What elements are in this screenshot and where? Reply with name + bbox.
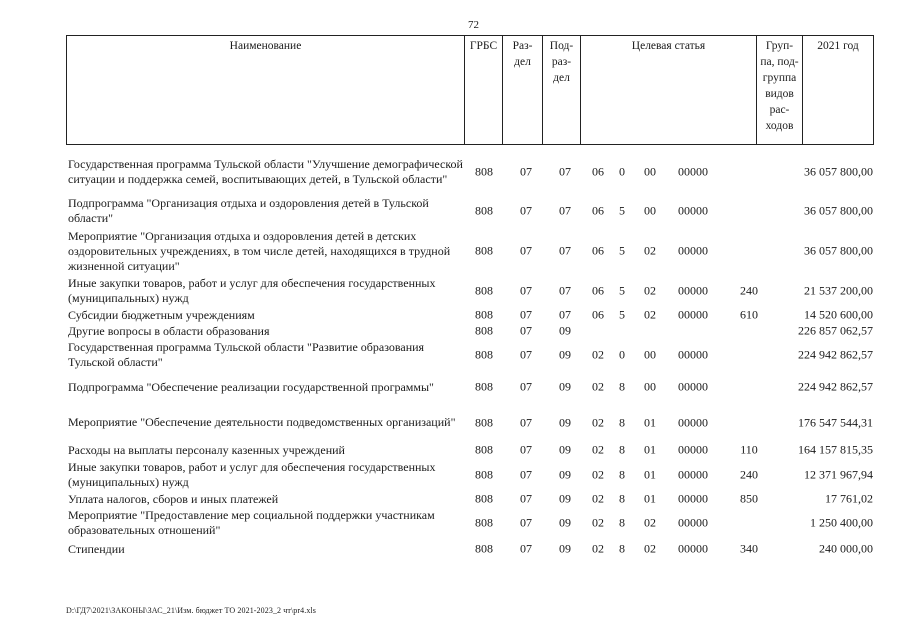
row-target-direction: 00000 (678, 467, 708, 481)
row-grbs: 808 (475, 491, 493, 506)
row-amount: 21 537 200,00 (804, 283, 873, 298)
row-target-program: 02 (592, 515, 604, 530)
row-target-direction: 00000 (678, 491, 708, 506)
row-grbs: 808 (475, 243, 493, 258)
row-target-direction: 00000 (678, 415, 708, 429)
row-target-event: 02 (644, 243, 656, 258)
row-razdel: 07 (520, 283, 532, 298)
row-grbs: 808 (475, 515, 493, 530)
row-podrazdel: 09 (559, 515, 571, 530)
row-amount: 164 157 815,35 (798, 442, 873, 457)
table-row (66, 148, 873, 195)
row-grbs: 808 (475, 347, 493, 362)
row-name: Подпрограмма "Обеспечение реализации государственной программы" (68, 379, 434, 394)
row-podrazdel: 09 (559, 347, 571, 362)
row-expense-type: 610 (740, 307, 758, 322)
row-razdel: 07 (520, 541, 532, 556)
header-name: Наименование (67, 36, 465, 145)
row-target-event: 02 (644, 515, 656, 530)
row-grbs: 808 (475, 442, 493, 457)
header-year: 2021 год (803, 36, 874, 145)
row-grbs: 808 (475, 323, 493, 338)
row-razdel: 07 (520, 467, 532, 481)
table-row (66, 442, 873, 458)
row-amount: 224 942 862,57 (798, 379, 873, 394)
row-razdel: 07 (520, 442, 532, 457)
file-path-footer: D:\ГД7\2021\ЗАКОНЫ\ЗАС_21\Изм. бюджет ТО 2021-2023_2 чт\pr4.xls (66, 606, 316, 615)
row-target-subprogram: 0 (619, 347, 625, 362)
row-razdel: 07 (520, 164, 532, 178)
row-amount: 12 371 967,94 (804, 467, 873, 481)
row-target-event: 01 (644, 442, 656, 457)
row-target-program: 06 (592, 164, 604, 178)
row-name: Государственная программа Тульской области "Развитие образования Тульской области" (68, 340, 425, 369)
row-name: Иные закупки товаров, работ и услуг для обеспечения государственных (муниципальных) нужд (68, 276, 436, 305)
row-target-direction: 00000 (678, 515, 708, 530)
table-row (66, 403, 873, 442)
row-target-event: 02 (644, 541, 656, 556)
row-amount: 240 000,00 (819, 541, 873, 556)
row-target-event: 02 (644, 283, 656, 298)
row-name: Расходы на выплаты персоналу казенных учреждений (68, 442, 345, 457)
row-grbs: 808 (475, 203, 493, 218)
row-target-direction: 00000 (678, 243, 708, 258)
row-podrazdel: 09 (559, 323, 571, 338)
row-name: Мероприятие "Организация отдыха и оздоровления детей в детских оздоровительных учреждениях, в том числе детей, находящихся в трудной жизненной ситуации" (68, 228, 451, 273)
row-target-direction: 00000 (678, 164, 708, 178)
row-razdel: 07 (520, 415, 532, 429)
table-row (66, 307, 873, 323)
row-target-subprogram: 5 (619, 307, 625, 322)
row-target-subprogram: 8 (619, 467, 625, 481)
table-body (66, 148, 873, 559)
header-razdel: Раз- дел (503, 36, 543, 145)
row-target-event: 01 (644, 467, 656, 481)
row-name: Уплата налогов, сборов и иных платежей (68, 491, 279, 506)
row-razdel: 07 (520, 323, 532, 338)
row-amount: 36 057 800,00 (804, 243, 873, 258)
header-target: Целевая статья (581, 36, 757, 145)
row-amount: 226 857 062,57 (798, 323, 873, 338)
row-target-direction: 00000 (678, 442, 708, 457)
row-target-direction: 00000 (678, 347, 708, 362)
row-target-subprogram: 8 (619, 442, 625, 457)
row-amount: 14 520 600,00 (804, 307, 873, 322)
row-name: Иные закупки товаров, работ и услуг для обеспечения государственных (муниципальных) нужд (68, 459, 436, 489)
row-amount: 36 057 800,00 (804, 203, 873, 218)
table-row (66, 323, 873, 339)
table-row (66, 458, 873, 491)
header-grbs: ГРБС (465, 36, 503, 145)
row-target-event: 00 (644, 203, 656, 218)
row-target-event: 00 (644, 164, 656, 178)
row-podrazdel: 09 (559, 491, 571, 506)
row-podrazdel: 07 (559, 283, 571, 298)
row-target-event: 01 (644, 415, 656, 429)
table-row (66, 275, 873, 307)
row-grbs: 808 (475, 541, 493, 556)
row-target-event: 00 (644, 379, 656, 394)
row-podrazdel: 09 (559, 442, 571, 457)
row-podrazdel: 09 (559, 379, 571, 394)
row-razdel: 07 (520, 203, 532, 218)
row-razdel: 07 (520, 347, 532, 362)
row-target-subprogram: 0 (619, 164, 625, 178)
row-name: Подпрограмма "Организация отдыха и оздоровления детей в Тульской области" (68, 196, 429, 225)
row-razdel: 07 (520, 243, 532, 258)
table-row (66, 539, 873, 559)
row-target-program: 02 (592, 442, 604, 457)
row-expense-type: 240 (740, 467, 758, 481)
row-name: Мероприятие "Предоставление мер социальной поддержки участникам образовательных отношений" (68, 508, 435, 537)
row-expense-type: 340 (740, 541, 758, 556)
row-name: Государственная программа Тульской области "Улучшение демографической ситуации и поддержка семей, воспитывающих детей, в Тульской области" (68, 156, 463, 186)
table-row (66, 195, 873, 227)
row-target-program: 06 (592, 283, 604, 298)
row-target-subprogram: 5 (619, 243, 625, 258)
row-name: Субсидии бюджетным учреждениям (68, 307, 255, 322)
row-expense-type: 850 (740, 491, 758, 506)
row-target-subprogram: 5 (619, 203, 625, 218)
row-target-subprogram: 8 (619, 415, 625, 429)
row-podrazdel: 07 (559, 203, 571, 218)
page-number: 72 (468, 19, 479, 31)
row-grbs: 808 (475, 415, 493, 429)
row-grbs: 808 (475, 467, 493, 481)
row-target-subprogram: 8 (619, 515, 625, 530)
row-target-program: 06 (592, 203, 604, 218)
row-target-program: 06 (592, 307, 604, 322)
row-target-event: 01 (644, 491, 656, 506)
table-row (66, 339, 873, 371)
row-target-direction: 00000 (678, 379, 708, 394)
row-podrazdel: 09 (559, 467, 571, 481)
row-name: Другие вопросы в области образования (68, 323, 270, 338)
row-target-direction: 00000 (678, 283, 708, 298)
row-razdel: 07 (520, 491, 532, 506)
row-name: Мероприятие "Обеспечение деятельности подведомственных организаций" (68, 415, 456, 429)
table-row (66, 507, 873, 539)
header-podrazdel: Под- раз- дел (543, 36, 581, 145)
row-podrazdel: 07 (559, 164, 571, 178)
row-amount: 36 057 800,00 (804, 164, 873, 178)
row-grbs: 808 (475, 164, 493, 178)
row-amount: 224 942 862,57 (798, 347, 873, 362)
table-row (66, 227, 873, 275)
row-podrazdel: 09 (559, 541, 571, 556)
row-target-program: 02 (592, 379, 604, 394)
table-header (66, 35, 874, 145)
row-target-subprogram: 8 (619, 541, 625, 556)
row-grbs: 808 (475, 307, 493, 322)
row-target-direction: 00000 (678, 541, 708, 556)
row-target-program: 02 (592, 415, 604, 429)
row-razdel: 07 (520, 307, 532, 322)
row-amount: 17 761,02 (825, 491, 873, 506)
row-target-program: 06 (592, 243, 604, 258)
row-target-program: 02 (592, 467, 604, 481)
row-target-event: 00 (644, 347, 656, 362)
row-podrazdel: 09 (559, 415, 571, 429)
row-target-event: 02 (644, 307, 656, 322)
row-amount: 1 250 400,00 (810, 515, 873, 530)
row-grbs: 808 (475, 283, 493, 298)
row-grbs: 808 (475, 379, 493, 394)
row-target-program: 02 (592, 491, 604, 506)
row-target-program: 02 (592, 347, 604, 362)
row-razdel: 07 (520, 379, 532, 394)
table-row (66, 371, 873, 403)
header-vid: Груп- па, под- группа видов рас- ходов (757, 36, 803, 145)
row-podrazdel: 07 (559, 307, 571, 322)
row-target-program: 02 (592, 541, 604, 556)
row-podrazdel: 07 (559, 243, 571, 258)
row-name: Стипендии (68, 541, 125, 556)
row-razdel: 07 (520, 515, 532, 530)
row-target-subprogram: 5 (619, 283, 625, 298)
row-expense-type: 110 (740, 442, 758, 457)
row-target-subprogram: 8 (619, 379, 625, 394)
row-target-direction: 00000 (678, 203, 708, 218)
row-expense-type: 240 (740, 283, 758, 298)
table-row (66, 491, 873, 507)
row-target-direction: 00000 (678, 307, 708, 322)
row-amount: 176 547 544,31 (798, 415, 873, 429)
row-target-subprogram: 8 (619, 491, 625, 506)
